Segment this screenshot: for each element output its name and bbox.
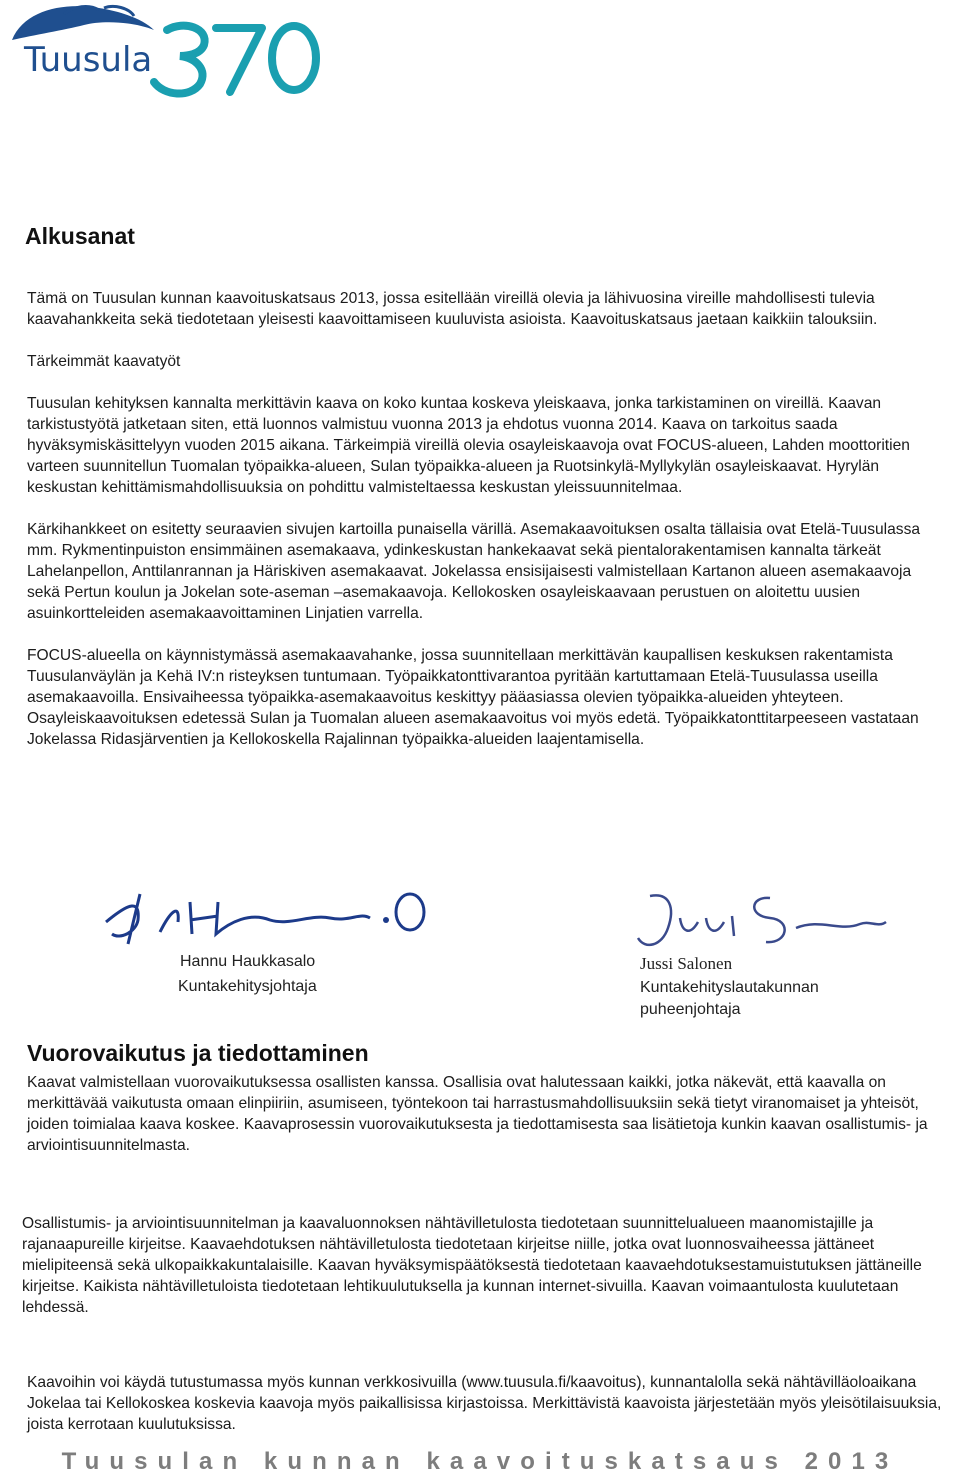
paragraph: FOCUS-alueella on käynnistymässä asemakaavahanke, jossa suunnitellaan merkittävän kaupallisen keskuksen rakentamista Tuusulanväylän ja Kehä IV:n risteyksen tuntumaan. Työpaikkatonttivarantoa pyritään kartuttamaan Etelä-Tuusulassa useilla asemakaavoilla. Ensivaiheessa työpaikka-asemakaavoitus keskittyy pääasiassa olevien työpaikka-alueiden yhteyteen. Osayleiskaavoituksen edetessä Sulan ja Tuomalan alueen asemakaavoitus voi myös edetä. Työpaikkatonttitarpeeseen vastataan Jokelassa Ridasjärventien ja Kellokoskella Rajalinnan työpaikka-alueiden laajentamisella. [27, 647, 919, 748]
subheading-tarkeimmat: Tärkeimmät kaavatyöt [27, 353, 181, 370]
signature-left-title: Kuntakehitysjohtaja [178, 978, 317, 995]
signature-left-name: Hannu Haukkasalo [180, 953, 316, 970]
heading-vuorovaikutus: Vuorovaikutus ja tiedottaminen [27, 1040, 369, 1066]
section1-body [27, 288, 942, 750]
intro-paragraph: Tämä on Tuusulan kunnan kaavoituskatsaus 2013, jossa esitellään vireillä olevia ja lähivuosina vireille mahdollisesti tulevia kaavahankkeita sekä tiedotetaan yleisesti kaavoittamiseen kuuluvista asioista. Kaavoituskatsaus jaetaan kaikkiin talouksiin. [27, 290, 878, 328]
signature-haukkasalo [100, 882, 430, 952]
paragraph: Kärkihankkeet on esitetty seuraavien sivujen kartoilla punaisella värillä. Asemakaavoituksen osalta tällaisia ovat Etelä-Tuusulassa mm. Rykmentinpuiston ensimmäinen asemakaava, ydinkeskustan hankekaavat sekä pientalorakentamisen kannalta tärkeät Lahelanpellon, Anttilanrannan ja Häriskiven asemakaavat. Jokelassa ensisijaisesti valmistellaan Kartanon alueen asemakaavoja sekä Pertun koulun ja Jokelan sote-aseman –asemakaavoja. Kellokosken osayleiskaavaan perustuen on aloitettu uusien asuinkortteleiden asemakaavoittaminen Linjatien varrella. [27, 521, 921, 622]
section2-paragraph-2: Osallistumis- ja arviointisuunnitelman ja kaavaluonnoksen nähtävilletulosta tiedotetaan suunnittelualueen maanomistajille ja rajanaapureille kirjeitse. Kaavaehdotuksen nähtävilletulosta tiedotetaan kirjeitse niille, jotka ovat luonnosvaiheessa jättäneet mielipiteensä sekä ulkopaikkakuntalaisille. Kaavan hyväksymispäätöksestä tiedotetaan kaavaehdotuksestamuistutuksen jättäneille kirjeitse. Kaikista nähtävilletuloista tiedotetaan lehtikuulutuksella ja kunnan internet-sivuilla. Kaavan voimaantulosta kuulutetaan lehdessä. [22, 1215, 922, 1316]
section2-paragraph-1: Kaavat valmistellaan vuorovaikutuksessa osallisten kanssa. Osallisia ovat halutessaan kaikki, jotka näkevät, että kaavalla on merkittävää vaikutusta omaan elinpiiriin, asumiseen, työntekoon tai harrastusmahdollisuuksiin sekä tietyt viranomaiset ja yhteisöt, joiden toimialaa kaava koskee. Kaavaprosessin vuorovaikutuksesta ja tiedottamisesta saa lisätietoja kunkin kaavan osallistumis- ja arviointisuunnitelmasta. [27, 1074, 928, 1154]
signature-salonen [620, 888, 890, 958]
logo-wordmark: Tuusula [24, 40, 153, 80]
signature-right-name: Jussi Salonen [640, 954, 733, 973]
section2-paragraph-3: Kaavoihin voi käydä tutustumassa myös kunnan verkkosivuilla (www.tuusula.fi/kaavoitus), kunnantalolla sekä nähtävilläoloaikana Jokelaa tai Kellokoskea koskevia kaavoja myös paikallisissa kirjastoissa. Merkittävistä kaavoista järjestetään myös yleisötilaisuuksia, joista kerrotaan kuulutuksissa. [27, 1374, 942, 1433]
footer-title: Tuusulan kunnan kaavoituskatsaus 2013 [61, 1448, 899, 1475]
heading-alkusanat: Alkusanat [25, 223, 135, 249]
paragraph: Tuusulan kehityksen kannalta merkittävin kaava on koko kuntaa koskeva yleiskaava, jonka tarkistaminen on vireillä. Kaavan tarkistustyötä jatketaan siten, että luonnos valmistuu vuonna 2013 ja ehdotus vuonna 2014. Kaava on tarkoitus saada hyväksymiskäsittelyyn vuoden 2015 aikana. Tärkeimpiä vireillä olevia osayleiskaavoja ovat FOCUS-alueen, Lahden moottoritien varteen suunnitellun Tuomalan työpaikka-alueen, Sulan työpaikka-alueen ja Ruotsinkylä-Myllykylän osayleiskaavat. Hyrylän keskustan kehittämismahdollisuuksia on pohdittu valmisteltaessa keskustan yleissuunnitelmaa. [27, 395, 910, 496]
signature-right-title: Kuntakehityslautakunnan puheenjohtaja [640, 979, 819, 1018]
